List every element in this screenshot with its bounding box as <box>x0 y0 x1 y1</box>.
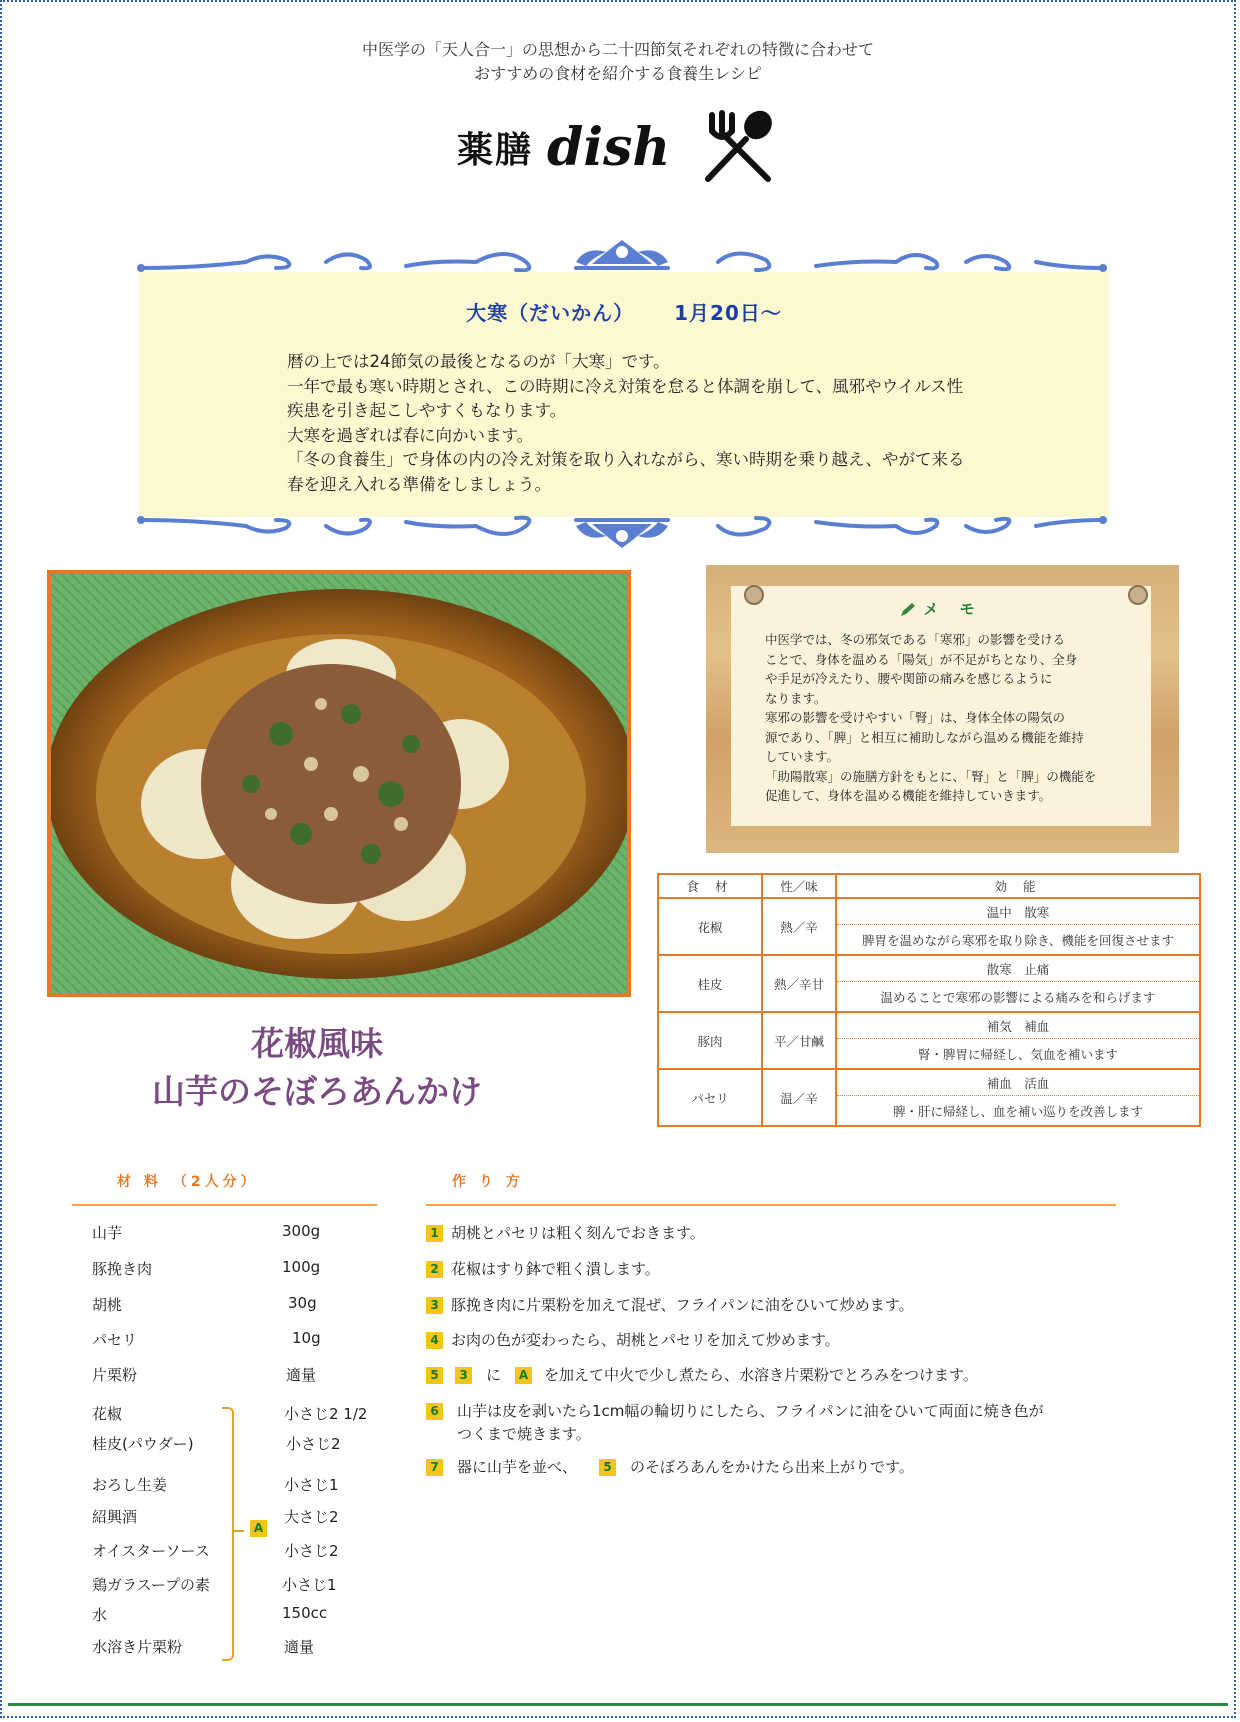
memo-board <box>706 565 1179 853</box>
step-number-badge: 2 <box>426 1261 443 1278</box>
ingredient-amount: 適量 <box>286 1366 317 1384</box>
method-step <box>426 1329 1166 1352</box>
method-divider <box>426 1204 1116 1206</box>
ingredient-amount: 150cc <box>282 1604 328 1622</box>
ingredients-heading: 材 料 （2人分） <box>117 1174 259 1190</box>
step-text: 花椒はすり鉢で粗く潰します。 <box>451 1260 660 1278</box>
step-text-line: 山芋は皮を剥いたら1cm幅の輪切りにしたら、フライパンに油をひいて両面に焼き色が <box>457 1402 1044 1420</box>
memo-paper <box>731 586 1151 826</box>
table-header: 性／味 <box>762 874 836 898</box>
ingredient-amount: 30g <box>288 1294 317 1312</box>
ingredient-amount: 100g <box>282 1258 321 1276</box>
memo-line: しています。 <box>765 749 840 764</box>
table-cell-desc: 脾胃を温めながら寒邪を取り除き、機能を回復させます <box>836 925 1200 956</box>
ingredient-amount: 小さじ2 <box>286 1435 341 1453</box>
intro-text <box>2 38 1234 86</box>
group-a-badge: A <box>250 1520 267 1537</box>
dish-illustration <box>51 574 627 993</box>
group-bracket-tick <box>234 1530 244 1532</box>
ingredient-properties-table <box>657 873 1201 1127</box>
table-cell-effect: 散寒 止痛 <box>836 955 1200 982</box>
fork-spoon-icon <box>698 109 778 185</box>
table-cell-food: 桂皮 <box>658 955 762 1012</box>
season-banner <box>139 272 1109 517</box>
method-step <box>426 1222 1166 1245</box>
step-text: のそぼろあんをかけたら出来上がりです。 <box>630 1458 914 1476</box>
ingredient-name: おろし生姜 <box>92 1476 168 1494</box>
dish-title-line-1: 花椒風味 <box>251 1024 383 1063</box>
method-step <box>426 1364 1166 1387</box>
memo-line: や手足が冷えたり、腰や関節の痛みを感じるように <box>765 671 1053 686</box>
ingredient-amount: 300g <box>282 1222 321 1240</box>
ingredient-amount: 適量 <box>284 1638 315 1656</box>
ingredients-divider <box>72 1204 377 1206</box>
step-number-badge: 5 <box>426 1367 443 1384</box>
ingredient-name: パセリ <box>92 1331 138 1349</box>
step-number-badge: 3 <box>426 1297 443 1314</box>
ingredient-amount: 小さじ1 <box>284 1476 339 1494</box>
table-row <box>658 955 1200 982</box>
table-row <box>658 1069 1200 1096</box>
method-heading: 作 り 方 <box>452 1174 524 1190</box>
step-number-badge: 6 <box>426 1403 443 1420</box>
footer-rule <box>8 1703 1228 1706</box>
method-step <box>426 1258 1166 1281</box>
step-number-badge: 1 <box>426 1225 443 1242</box>
ingredient-amount: 大さじ2 <box>284 1508 339 1526</box>
ingredient-name: 山芋 <box>92 1224 123 1242</box>
step-ref-badge: 3 <box>455 1367 472 1384</box>
step-text: を加えて中火で少し煮たら、水溶き片栗粉でとろみをつけます。 <box>544 1366 978 1384</box>
step-text <box>457 1400 1044 1446</box>
step-text: 器に山芋を並べ、 <box>457 1458 578 1476</box>
pushpin-icon <box>1126 583 1150 607</box>
ornament-top <box>136 232 1108 274</box>
table-cell-desc: 脾・肝に帰経し、血を補い巡りを改善します <box>836 1096 1200 1127</box>
memo-line: 促進して、身体を温める機能を維持していきます。 <box>765 788 1052 803</box>
table-cell-food: 豚肉 <box>658 1012 762 1069</box>
table-row <box>658 898 1200 925</box>
memo-title <box>731 598 1151 619</box>
ornament-bottom <box>136 514 1108 556</box>
season-paragraph: 暦の上では24節気の最後となるのが「大寒」です。 <box>287 352 670 371</box>
memo-line: ことで、身体を温める「陽気」が不足がちとなり、全身 <box>765 651 1078 667</box>
memo-line: 「助陽散寒」の施膳方針をもとに、「腎」と「脾」の機能を <box>765 768 1097 784</box>
method-step <box>426 1456 1166 1479</box>
step-ref-badge: A <box>515 1367 532 1384</box>
ingredient-name: 鶏ガラスープの素 <box>92 1576 211 1594</box>
group-bracket <box>222 1407 234 1661</box>
table-header: 食 材 <box>658 874 762 898</box>
step-ref-badge: 5 <box>599 1459 616 1476</box>
season-paragraph: 春を迎え入れる準備をしましょう。 <box>287 474 551 494</box>
table-cell-desc: 温めることで寒邪の影響による痛みを和らげます <box>836 982 1200 1013</box>
table-cell-food: 花椒 <box>658 898 762 955</box>
ingredient-amount: 小さじ1 <box>282 1576 337 1594</box>
intro-line-1: 中医学の「天人合一」の思想から二十四節気それぞれの特徴に合わせて <box>361 40 874 59</box>
dish-title <box>87 1020 547 1116</box>
ingredient-name: 片栗粉 <box>92 1366 138 1384</box>
dish-title-line-2: 山芋のそぼろあんかけ <box>152 1072 482 1111</box>
season-paragraph: 疾患を引き起こしやすくもなります。 <box>287 401 567 420</box>
memo-line: 源であり、「脾」と相互に補助しながら温める機能を維持 <box>765 729 1084 745</box>
ingredient-name: オイスターソース <box>92 1542 210 1560</box>
ingredient-name: 紹興酒 <box>92 1508 138 1526</box>
table-cell-nature: 熱／辛甘 <box>762 955 836 1012</box>
table-cell-effect: 補血 活血 <box>836 1069 1200 1096</box>
dish-photo <box>47 570 631 997</box>
ingredient-name: 桂皮(パウダー) <box>92 1435 194 1453</box>
method-step <box>426 1294 1166 1317</box>
table-cell-effect: 温中 散寒 <box>836 898 1200 925</box>
pushpin-icon <box>742 583 766 607</box>
table-header: 効 能 <box>836 874 1200 898</box>
memo-line: なります。 <box>765 690 827 706</box>
season-paragraph: 大寒を過ぎれば春に向かいます。 <box>287 425 534 445</box>
table-cell-nature: 平／甘鹹 <box>762 1012 836 1069</box>
season-name: 大寒（だいかん） <box>466 301 635 325</box>
ingredient-name: 花椒 <box>92 1405 123 1423</box>
step-text: に <box>486 1366 502 1384</box>
table-cell-desc: 腎・脾胃に帰経し、気血を補います <box>836 1039 1200 1070</box>
step-number-badge: 7 <box>426 1459 443 1476</box>
table-cell-effect: 補気 補血 <box>836 1012 1200 1039</box>
step-text-line: つくまで焼きます。 <box>457 1425 591 1443</box>
ingredient-name: 胡桃 <box>92 1296 123 1314</box>
table-cell-nature: 温／辛 <box>762 1069 836 1126</box>
step-text: 豚挽き肉に片栗粉を加えて混ぜ、フライパンに油をひいて炒めます。 <box>451 1296 914 1314</box>
ingredient-amount: 小さじ2 1/2 <box>284 1405 368 1423</box>
step-number-badge: 4 <box>426 1332 443 1349</box>
ingredient-name: 水溶き片栗粉 <box>92 1638 183 1656</box>
method-step <box>426 1400 1166 1446</box>
table-cell-nature: 熱／辛 <box>762 898 836 955</box>
table-row <box>658 1012 1200 1039</box>
ingredient-amount: 10g <box>292 1329 321 1347</box>
brand-logo <box>457 107 778 187</box>
brand-jp: 薬膳 <box>457 129 534 171</box>
memo-title-text: メ モ <box>923 600 983 618</box>
memo-text <box>765 630 1115 806</box>
intro-line-2: おすすめの食材を紹介する食養生レシピ <box>474 64 762 83</box>
brand-en: dish <box>547 116 671 178</box>
ingredient-name: 豚挽き肉 <box>92 1260 153 1278</box>
ingredient-amount: 小さじ2 <box>284 1542 339 1560</box>
season-date: 1月20日～ <box>674 301 782 325</box>
step-text: 胡桃とパセリは粗く刻んでおきます。 <box>451 1224 705 1242</box>
table-cell-food: パセリ <box>658 1069 762 1126</box>
season-title <box>139 297 1109 326</box>
season-description <box>287 350 1007 497</box>
table-header-row <box>658 874 1200 898</box>
step-text: お肉の色が変わったら、胡桃とパセリを加えて炒めます。 <box>451 1331 840 1349</box>
pencil-icon <box>899 602 917 618</box>
season-paragraph: 「冬の食養生」で身体の内の冷え対策を取り入れながら、寒い時期を乗り越え、やがて来る <box>287 450 965 469</box>
season-paragraph: 一年で最も寒い時期とされ、この時期に冷え対策を怠ると体調を崩して、風邪やウイルス性 <box>287 376 964 396</box>
memo-line: 中医学では、冬の邪気である「寒邪」の影響を受ける <box>765 632 1066 647</box>
ingredient-name: 水 <box>92 1606 108 1624</box>
memo-line: 寒邪の影響を受けやすい「腎」は、身体全体の陽気の <box>765 710 1066 725</box>
